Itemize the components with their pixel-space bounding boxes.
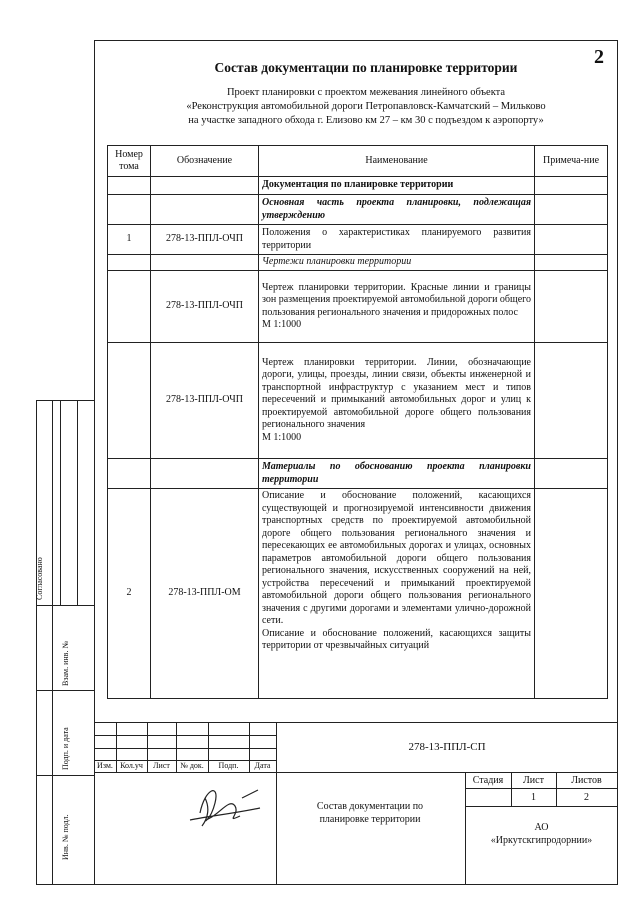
side-strip-line — [60, 400, 61, 605]
document-title: Состав документации по планировке территории — [214, 60, 518, 75]
row-description-continued: Описание и обоснование положений, касающихся защиты территории от чрезвычайных ситуаций — [262, 627, 531, 651]
cell-tom — [108, 343, 151, 459]
stamp-doc-title: Состав документации по планировке территории — [316, 801, 424, 825]
side-strip-line — [77, 400, 78, 605]
row-description: Чертеж планировки территории. Красные линии и границы зон размещения проектируемой автомобильной дороги общего пользования регионального значения и придорожных полос — [262, 281, 532, 318]
cell-code — [151, 177, 259, 195]
cell-note — [535, 489, 608, 699]
side-strip-divider — [36, 690, 94, 691]
table-row — [108, 271, 608, 343]
subtitle-line-1: Проект планировки с проектом межевания линейного объекта — [226, 87, 506, 98]
side-strip-line — [52, 400, 53, 885]
header-code: Обозначение — [151, 146, 259, 177]
header-name: Наименование — [259, 146, 535, 177]
cell-code: 278-13-ППЛ-ОЧП — [151, 271, 259, 343]
cell-tom: 2 — [108, 489, 151, 699]
cell-note — [535, 225, 608, 255]
rev-header-date: Дата — [254, 761, 271, 770]
header-tom: Номер тома — [108, 146, 151, 177]
cell-name — [259, 271, 535, 343]
table-row — [108, 225, 608, 255]
cell-note — [535, 343, 608, 459]
cell-tom: 1 — [108, 225, 151, 255]
stamp-code: 278-13-ППЛ-СП — [408, 741, 486, 753]
stamp-sheet-label: Лист — [523, 775, 544, 786]
table-row — [108, 489, 608, 699]
row-scale: М 1:1000 — [262, 319, 302, 330]
cell-name: Основная часть проекта планировки, подлежащая утверждению — [259, 195, 535, 225]
page-number: 2 — [594, 46, 604, 68]
cell-name: Документация по планировке территории — [259, 177, 535, 195]
cell-code: 278-13-ППЛ-ОМ — [151, 489, 259, 699]
side-strip-divider — [36, 605, 94, 606]
side-label-signature-date: Подп. и дата — [61, 727, 70, 770]
stamp-sheet-value: 1 — [531, 792, 536, 803]
rev-header-signature: Подп. — [218, 761, 239, 770]
rev-header-count: Кол.уч — [120, 761, 143, 770]
cell-code — [151, 195, 259, 225]
cell-note — [535, 459, 608, 489]
table-row — [108, 177, 608, 195]
stamp-divider — [94, 772, 618, 773]
cell-name — [259, 343, 535, 459]
cell-tom — [108, 177, 151, 195]
cell-note — [535, 195, 608, 225]
subtitle-line-2: «Реконструкция автомобильной дороги Петропавловск-Камчатский – Мильково — [186, 101, 546, 112]
row-description: Чертеж планировки территории. Линии, обозначающие дороги, улицы, проезды, линии связи, объекты инженерной и транспортной инфраструктур с указанием мест и типов пересечений и примыканий автомобильных дорог и улиц к проектируемой автомобильной дороге общего пользования регионального значения — [262, 356, 531, 431]
signature-image — [180, 778, 270, 833]
cell-note — [535, 271, 608, 343]
rev-header-docnum: № док. — [180, 761, 204, 770]
cell-tom — [108, 459, 151, 489]
row-description: Описание и обоснование положений, касающихся существующей и прогнозируемой интенсивности движения транспортных средств по проектируемой автомобильной дороге общего пользования регионального значения и пересекающих ее автомобильных дорогах и улицах, основных параметров автомобильной дороги общего пользования регионального значения, искусственных сооружений на ней, устройства пересечений и примыканий проектируемой автомобильной дороги общего пользования регионального значения с другими дорогами и элементами улично-дорожной сети. — [262, 490, 531, 626]
rev-header-sheet: Лист — [153, 761, 170, 770]
stamp-sheets-value: 2 — [584, 792, 589, 803]
cell-code: 278-13-ППЛ-ОЧП — [151, 225, 259, 255]
cell-name — [259, 489, 535, 699]
cell-name: Положения о характеристиках планируемого развития территории — [259, 225, 535, 255]
frame-right — [617, 40, 618, 885]
rev-header-change: Изм. — [97, 761, 113, 770]
side-strip-divider — [36, 775, 94, 776]
cell-tom — [108, 271, 151, 343]
cell-code — [151, 255, 259, 271]
cell-tom — [108, 255, 151, 271]
side-label-replacement: Взам. инв. № — [61, 640, 70, 686]
side-strip-top — [36, 400, 94, 401]
stamp-stage-label: Стадия — [472, 775, 504, 786]
cell-note — [535, 177, 608, 195]
table-row — [108, 343, 608, 459]
side-label-inventory: Инв. № подл. — [61, 814, 70, 860]
cell-code — [151, 459, 259, 489]
documentation-table — [107, 145, 608, 699]
document-subtitle — [96, 86, 636, 128]
frame-left — [94, 40, 95, 885]
frame-bottom — [36, 884, 618, 885]
table-row — [108, 459, 608, 489]
row-scale: М 1:1000 — [262, 431, 302, 443]
subtitle-line-3: на участке западного обхода г. Елизово км 27 – км 30 с подъездом к аэропорту» — [188, 115, 544, 126]
stamp-sheet-row — [465, 806, 618, 807]
stamp-sheets-label: Листов — [571, 775, 602, 786]
cell-tom — [108, 195, 151, 225]
stamp-top — [94, 722, 618, 723]
header-note: Примеча-ние — [535, 146, 608, 177]
cell-name: Материалы по обоснованию проекта планировки территории — [259, 459, 535, 489]
side-label-agreed: Согласовано — [35, 557, 44, 600]
table-row — [108, 255, 608, 271]
table-row — [108, 195, 608, 225]
stamp-sheet-row — [465, 788, 618, 789]
stamp-org-line-1: АО — [534, 822, 549, 833]
cell-name: Чертежи планировки территории — [259, 255, 535, 271]
side-strip-line — [36, 400, 37, 885]
cell-code: 278-13-ППЛ-ОЧП — [151, 343, 259, 459]
table-header-row — [108, 146, 608, 177]
stamp-org-line-2: «Иркутскгипродорнии» — [490, 835, 593, 846]
cell-note — [535, 255, 608, 271]
frame-top — [94, 40, 618, 41]
